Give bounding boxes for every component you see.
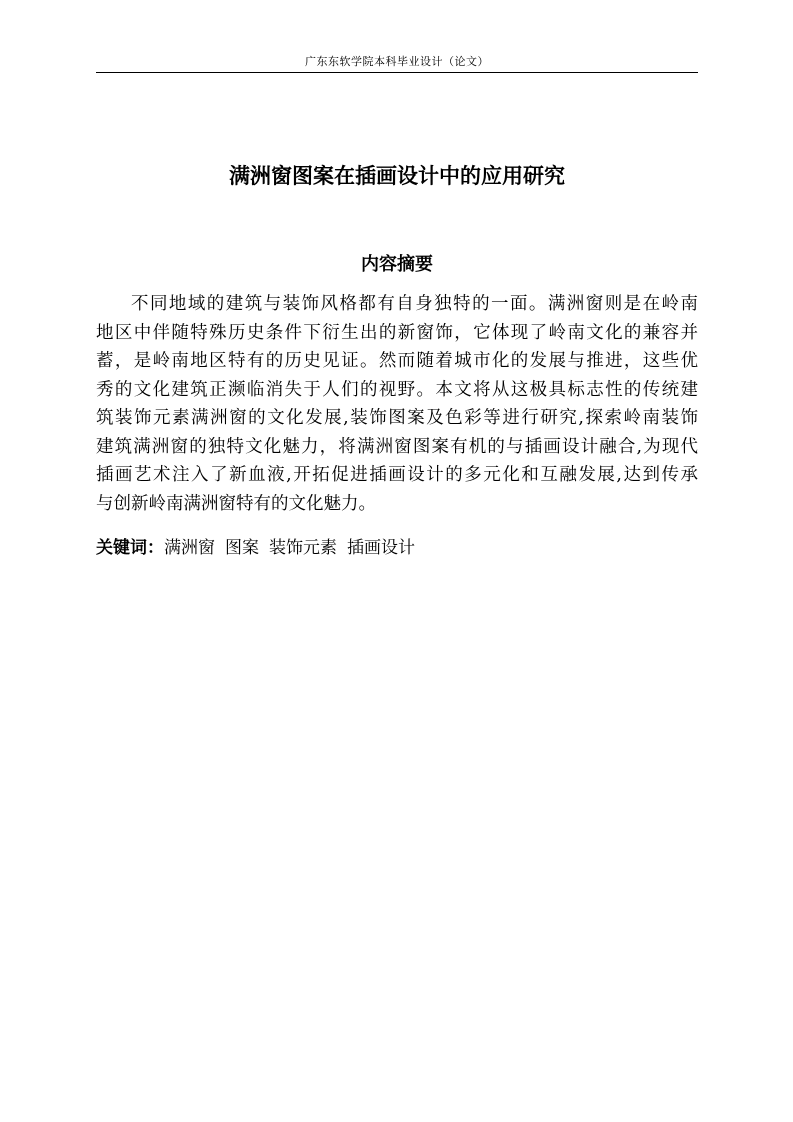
abstract-line: 插画艺术注入了新血液,开拓促进插画设计的多元化和互融发展,达到传承 [96, 465, 698, 485]
abstract-heading: 内容摘要 [361, 254, 433, 275]
running-header: 广东东软学院本科毕业设计（论文） [305, 55, 489, 68]
abstract-line: 筑装饰元素满洲窗的文化发展,装饰图案及色彩等进行研究,探索岭南装饰 [96, 408, 698, 428]
abstract-line: 地区中伴随特殊历史条件下衍生出的新窗饰，它体现了岭南文化的兼容并 [96, 322, 698, 343]
keywords-line [96, 534, 698, 562]
abstract-line: 不同地域的建筑与装饰风格都有自身独特的一面。满洲窗则是在岭南 [131, 294, 698, 314]
keyword-item: 装饰元素 [269, 538, 337, 558]
abstract-line: 蓄，是岭南地区特有的历史见证。然而随着城市化的发展与推进，这些优 [96, 351, 698, 371]
document-title: 满洲窗图案在插画设计中的应用研究 [229, 164, 565, 188]
abstract-line: 建筑满洲窗的独特文化魅力，将满洲窗图案有机的与插画设计融合,为现代 [96, 436, 698, 457]
abstract-body [96, 290, 698, 518]
keyword-item: 插画设计 [347, 538, 415, 558]
keyword-item: 满洲窗 [164, 538, 215, 558]
abstract-line: 与创新岭南满洲窗特有的文化魅力。 [96, 493, 376, 514]
abstract-line: 秀的文化建筑正濒临消失于人们的视野。本文将从这极具标志性的传统建 [96, 379, 698, 400]
keyword-item: 图案 [225, 538, 259, 558]
keywords-label: 关键词： [96, 538, 164, 558]
header-rule [96, 72, 698, 73]
